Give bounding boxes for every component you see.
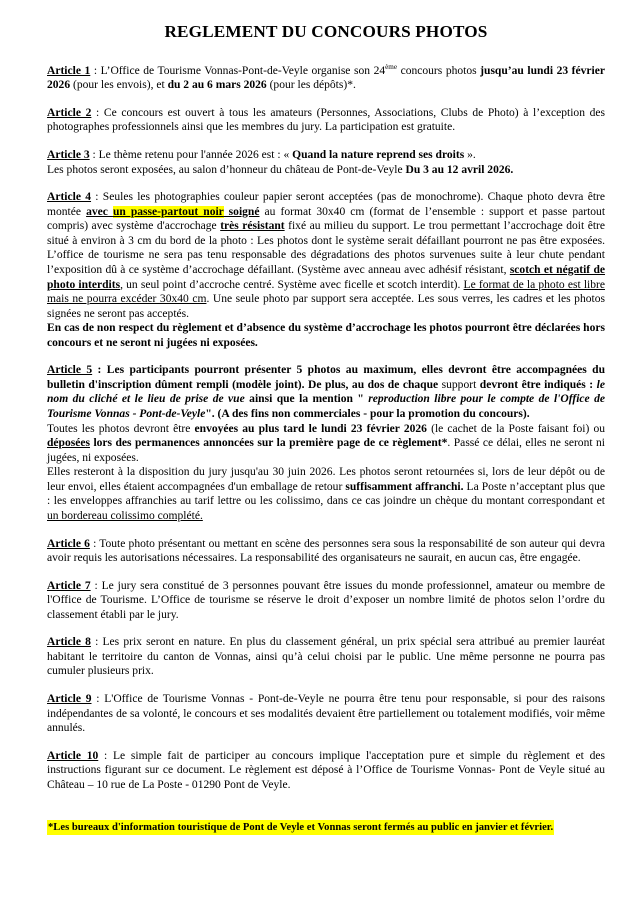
article-10-sep: : xyxy=(98,749,113,762)
article-1-bold-1: jusqu’au lundi 23 février 2026 xyxy=(47,64,606,92)
article-5-p2-text-2: (le cachet de la Poste faisant foi) ou xyxy=(426,422,605,435)
article-5-p3-text-2: La Poste n’acceptant plus que : les enveloppes affranchies au tarif lettre ou les colissimo, dans ce cas joindre un chèque du montant correspondant et xyxy=(47,480,605,508)
article-6-sep: : xyxy=(89,537,100,550)
article-7-text: Le jury sera constitué de 3 personnes pouvant être issues du monde professionnel, amateur ou membre de l'Office de Tourisme. L’Office de tourisme se réserve le droit d’exposer un nombre limité de photos selon l’ordre du classement établi par le jury. xyxy=(47,579,606,621)
footer-highlight-note: *Les bureaux d'information touristique de Pont de Veyle et Vonnas seront fermés au public en janvier et février. xyxy=(47,820,554,835)
article-6 xyxy=(47,537,605,566)
article-2 xyxy=(47,106,605,135)
article-2-text: Ce concours est ouvert à tous les amateurs (Personnes, Associations, Clubs de Photo) à l’exception des photographes professionnels ainsi que les membres du jury. La participation est gratuite. xyxy=(47,106,606,134)
article-4-text-2: au format 30x40 cm (format de l’ensemble : support et passe partout compris) avec système d'accrochage xyxy=(47,205,606,233)
article-1-label: Article 1 xyxy=(47,64,91,77)
article-4-sep: : xyxy=(91,191,103,204)
article-4-warning-text: En cas de non respect du règlement et d’absence du système d’accrochage les photos pourront être déclarées hors concours et ne seront ni jugées ni exposées. xyxy=(47,322,605,349)
article-5-italic-1: le nom du cliché et le lieu de prise de vue xyxy=(47,378,605,406)
article-5-p2-text-3: . Passé ce délai, elles ne seront ni jugées, ni exposées. xyxy=(47,437,606,464)
article-5-affranchi: suffisamment affranchi. xyxy=(345,480,464,493)
article-1-text-3: (pour les envois), et xyxy=(70,79,168,92)
article-4-mount-requirement xyxy=(86,206,259,218)
article-5-deadline: envoyées au plus tard le lundi 23 février 2026 xyxy=(194,422,427,435)
article-1-text-4: (pour les dépôts)*. xyxy=(266,79,356,92)
article-8-text: Les prix seront en nature. En plus du classement général, un prix spécial sera attribué au premier lauréat habitant le territoire du canton de Vonnas, ainsi qu’à celui choisi par le public. Une même personne ne pourra pas cumuler plusieurs prix. xyxy=(47,636,606,678)
article-9-label: Article 9 xyxy=(47,693,92,706)
article-5-label: Article 5 xyxy=(47,364,93,377)
article-1-bold-2: du 2 au 6 mars 2026 xyxy=(167,79,267,92)
article-7-sep: : xyxy=(90,579,102,592)
article-5-italic-2: reproduction libre pour le compte de l'Office de Tourisme Vonnas - Pont-de-Veyle xyxy=(47,393,605,421)
article-10-label: Article 10 xyxy=(47,749,99,762)
article-10-text: Le simple fait de participer au concours implique l'acceptation pure et simple du règlement et des instructions figurant sur ce document. Le règlement est déposé à l’Office de Tourisme Vonnas- Pont de Veyle situé au Château – 10 rue de La Poste - 01290 Pont de Veyle. xyxy=(47,749,606,791)
article-3-text-1: Le thème retenu pour l'année 2026 est : « xyxy=(98,149,293,162)
article-3-exhibition-dates: Du 3 au 12 avril 2026. xyxy=(405,163,514,176)
article-6-label: Article 6 xyxy=(47,537,90,550)
article-4-text-4: , un seul point d’accroche centré. Système avec ficelle et scotch interdit). xyxy=(120,278,464,291)
article-3-line2-text: Les photos seront exposées, au salon d’honneur du château de Pont-de-Veyle xyxy=(47,163,406,176)
article-1-text-1: L’Office de Tourisme Vonnas-Pont-de-Veyle organise son 24 xyxy=(100,64,386,77)
article-7-label: Article 7 xyxy=(47,579,91,592)
article-4-format-limit: Le format de la photo est libre mais ne pourra excéder 30x40 cm xyxy=(47,278,605,306)
article-6-text: Toute photo présentant ou mettant en scène des personnes sera sous la responsabilité de son auteur qui devra avoir requis les autorisations nécessaires. La responsabilité des organisateurs ne saurait, en aucun cas, être engagée. xyxy=(47,537,606,565)
article-5-bold-3: ainsi que la mention " xyxy=(244,393,369,406)
article-1 xyxy=(47,64,605,93)
article-4-text-5: . Une seule photo par support sera acceptée. Les sous verres, les cadres et les photos signées ne seront pas acceptés. xyxy=(47,293,605,320)
article-5-bold-1: Les participants pourront présenter 5 photos au maximum, elles devront être accompagnées du bulletin d'inscription dûment rempli (modèle joint). De plus, au dos de chaque xyxy=(47,364,606,391)
article-2-sep: : xyxy=(91,106,104,119)
article-3-sep: : xyxy=(89,149,99,162)
article-5-p2-text-1: Toutes les photos devront être xyxy=(47,422,195,435)
article-5 xyxy=(47,363,605,421)
article-10 xyxy=(47,749,605,793)
article-4-resistant: très résistant xyxy=(220,220,285,233)
article-9-text: L'Office de Tourisme Vonnas - Pont-de-Veyle ne pourra être tenu pour responsable, si pour des raisons indépendantes de sa volonté, le concours et ses modalités devaient être partiellement ou totalement modifiés, voir même annulés. xyxy=(47,693,606,735)
article-8-sep: : xyxy=(90,636,103,649)
article-2-label: Article 2 xyxy=(47,106,92,119)
article-8 xyxy=(47,635,605,679)
article-5-sep: : xyxy=(92,364,107,377)
article-4-mount-pre: avec xyxy=(86,205,113,218)
article-3-text-2: ». xyxy=(464,149,476,162)
article-9-sep: : xyxy=(91,693,105,706)
article-4-scotch-interdit: scotch et négatif de photo interdits xyxy=(47,263,605,291)
article-5-bordereau: un bordereau colissimo complété. xyxy=(47,509,203,522)
article-5-p2-bold-2: lors des permanences annoncées sur la première page de ce règlement* xyxy=(89,437,448,450)
article-1-superscript: ème xyxy=(385,62,398,71)
article-9 xyxy=(47,692,605,736)
article-4-text-1: Seules les photographies couleur papier seront acceptées (pas de monochrome). Chaque photo devra être montée xyxy=(47,191,606,218)
page-title: REGLEMENT DU CONCOURS PHOTOS xyxy=(164,22,488,41)
article-5-paragraph-2 xyxy=(47,422,605,466)
article-4-warning xyxy=(47,321,605,350)
article-4-mount-post: soigné xyxy=(223,205,260,218)
article-5-paragraph-3 xyxy=(47,465,605,523)
article-4-text-3: fixé au milieu du support. Le trou permettant l’accrochage doit être situé à environ à 3 cm du bord de la photo : Les photos dont le système serait défaillant pourront ne pas être exposées. L’office de tourisme ne sera pas tenu responsable des dégradations des photos survenues suite à leur chute pendant l’exposition dû à ce système d’accrochage défaillant. (Système avec anneau avec adhésif résistant, xyxy=(47,220,605,276)
article-7 xyxy=(47,579,605,623)
article-1-text-2: concours photos xyxy=(397,64,481,77)
article-5-deposees: déposées xyxy=(47,437,90,450)
article-1-sep: : xyxy=(90,64,101,77)
article-5-bold-2: devront être indiqués : xyxy=(476,378,597,391)
article-4 xyxy=(47,190,605,321)
article-3-label: Article 3 xyxy=(47,149,90,162)
article-3 xyxy=(47,148,605,177)
article-5-bold-4: ". (A des fins non commerciales - pour la promotion du concours). xyxy=(205,408,530,421)
article-3-theme: Quand la nature reprend ses droits xyxy=(292,149,465,162)
article-4-highlight-passepartout: un passe-partout noir xyxy=(112,205,224,218)
article-5-support-word: support xyxy=(441,378,477,391)
article-8-label: Article 8 xyxy=(47,636,91,649)
article-5-p3-text-1: Elles resteront à la disposition du jury jusqu'au 30 juin 2026. Les photos seront retournées si, lors de leur dépôt ou de leur envoi, elles étaient accompagnées d'un emballage de retour xyxy=(47,466,605,493)
article-4-label: Article 4 xyxy=(47,191,92,204)
